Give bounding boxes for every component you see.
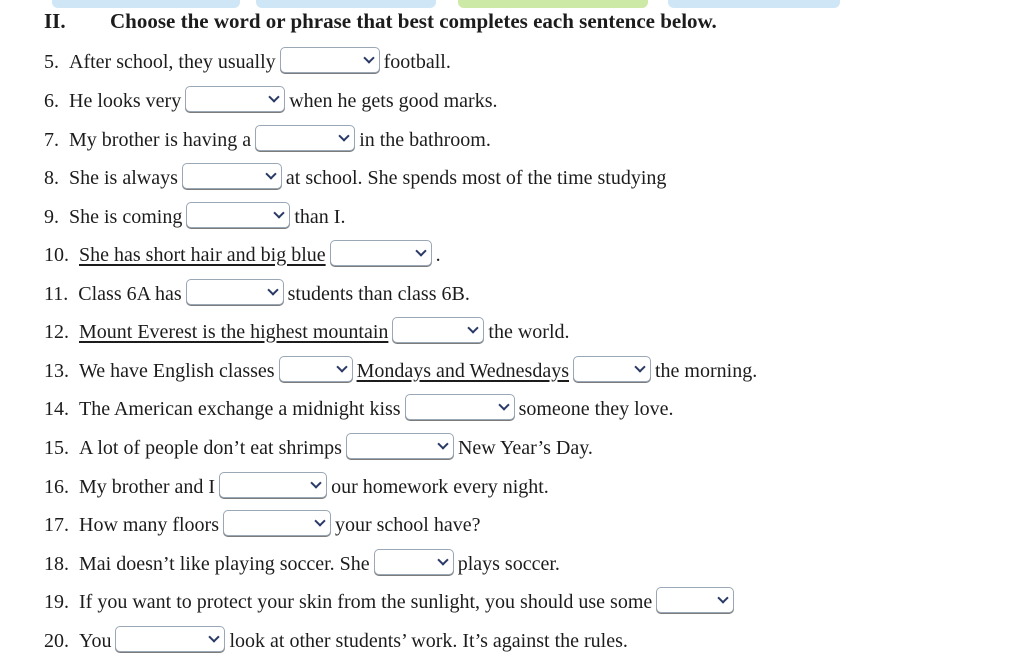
- question-text-before: How many floors: [79, 513, 219, 536]
- question-16: [44, 470, 549, 504]
- question-13: [44, 354, 757, 388]
- chevron-down-icon: [310, 477, 321, 488]
- question-8: [44, 161, 666, 195]
- question-20: [44, 624, 628, 658]
- answer-dropdown-19[interactable]: [656, 587, 734, 613]
- answer-dropdown-20[interactable]: [115, 626, 225, 652]
- answer-dropdown-13a[interactable]: [279, 356, 353, 382]
- question-text-after: plays soccer.: [457, 552, 560, 575]
- chevron-down-icon: [336, 361, 347, 372]
- answer-dropdown-14[interactable]: [405, 394, 515, 420]
- question-9: [44, 200, 345, 234]
- question-6: [44, 84, 498, 118]
- question-text-after: when he gets good marks.: [289, 89, 498, 112]
- chevron-down-icon: [209, 631, 220, 642]
- question-text-before: The American exchange a midnight kiss: [79, 397, 401, 420]
- answer-dropdown-12[interactable]: [392, 317, 484, 343]
- question-text-after: our homework every night.: [331, 475, 549, 498]
- question-17: [44, 508, 481, 542]
- answer-dropdown-6[interactable]: [185, 86, 285, 112]
- section-number: II.: [44, 9, 66, 33]
- question-text-middle: Mondays and Wednesdays: [356, 359, 569, 382]
- question-text-before: She is coming: [69, 205, 183, 228]
- tab-4[interactable]: [668, 0, 840, 8]
- question-number: 6.: [44, 89, 59, 112]
- question-text-after: football.: [383, 50, 451, 73]
- question-text-after: in the bathroom.: [359, 128, 491, 151]
- question-15: [44, 431, 593, 465]
- chevron-down-icon: [267, 284, 278, 295]
- question-text-before: If you want to protect your skin from the sunlight, you should use some: [79, 590, 653, 613]
- question-text-before: Class 6A has: [78, 282, 182, 305]
- chevron-down-icon: [274, 207, 285, 218]
- question-text-after: someone they love.: [518, 397, 674, 420]
- answer-dropdown-11[interactable]: [186, 279, 284, 305]
- chevron-down-icon: [468, 322, 479, 333]
- chevron-down-icon: [339, 130, 350, 141]
- question-text-after: look at other students’ work. It’s against the rules.: [229, 629, 628, 652]
- tab-3[interactable]: [458, 0, 648, 8]
- question-14: [44, 392, 674, 426]
- answer-dropdown-7[interactable]: [255, 125, 355, 151]
- top-tabs: [0, 0, 1024, 8]
- question-text-before: We have English classes: [79, 359, 275, 382]
- tab-2[interactable]: [256, 0, 436, 8]
- question-number: 12.: [44, 320, 69, 343]
- question-text-after: students than class 6B.: [287, 282, 470, 305]
- answer-dropdown-18[interactable]: [374, 549, 454, 575]
- question-5: [44, 45, 451, 79]
- answer-dropdown-13b[interactable]: [573, 356, 651, 382]
- answer-dropdown-8[interactable]: [182, 163, 282, 189]
- section-heading: [44, 9, 717, 34]
- chevron-down-icon: [363, 52, 374, 63]
- question-12: [44, 315, 570, 349]
- question-text-before: He looks very: [69, 89, 182, 112]
- question-text-after: at school. She spends most of the time studying: [285, 166, 667, 189]
- answer-dropdown-17[interactable]: [223, 510, 331, 536]
- question-text-before: She is always: [69, 166, 178, 189]
- question-number: 5.: [44, 50, 59, 73]
- chevron-down-icon: [415, 245, 426, 256]
- question-text-after: the morning.: [655, 359, 758, 382]
- chevron-down-icon: [498, 399, 509, 410]
- question-text-after: than I.: [294, 205, 346, 228]
- question-number: 9.: [44, 205, 59, 228]
- answer-dropdown-15[interactable]: [346, 433, 454, 459]
- question-number: 15.: [44, 436, 69, 459]
- question-number: 7.: [44, 128, 59, 151]
- question-text-after: the world.: [488, 320, 570, 343]
- question-number: 20.: [44, 629, 69, 652]
- section-title: Choose the word or phrase that best completes each sentence below.: [110, 9, 717, 33]
- question-19: [44, 585, 738, 619]
- chevron-down-icon: [314, 515, 325, 526]
- question-number: 16.: [44, 475, 69, 498]
- question-text-after: New Year’s Day.: [457, 436, 593, 459]
- question-number: 10.: [44, 243, 69, 266]
- answer-dropdown-10[interactable]: [330, 240, 432, 266]
- question-text-before: She has short hair and big blue: [79, 243, 326, 266]
- question-number: 18.: [44, 552, 69, 575]
- question-18: [44, 547, 560, 581]
- question-number: 19.: [44, 590, 69, 613]
- tab-1[interactable]: [52, 0, 240, 8]
- question-number: 17.: [44, 513, 69, 536]
- question-7: [44, 123, 491, 157]
- question-11: [44, 277, 470, 311]
- question-text-before: After school, they usually: [69, 50, 276, 73]
- chevron-down-icon: [718, 592, 729, 603]
- chevron-down-icon: [634, 361, 645, 372]
- question-number: 13.: [44, 359, 69, 382]
- question-text-before: My brother and I: [79, 475, 216, 498]
- answer-dropdown-5[interactable]: [280, 47, 380, 73]
- question-text-before: My brother is having a: [69, 128, 252, 151]
- question-text-after: your school have?: [334, 513, 481, 536]
- question-number: 11.: [44, 282, 69, 305]
- chevron-down-icon: [265, 168, 276, 179]
- question-number: 14.: [44, 397, 69, 420]
- chevron-down-icon: [437, 554, 448, 565]
- question-10: [44, 238, 441, 272]
- answer-dropdown-16[interactable]: [219, 472, 327, 498]
- question-text-after: .: [435, 243, 441, 266]
- question-number: 8.: [44, 166, 59, 189]
- answer-dropdown-9[interactable]: [186, 202, 290, 228]
- question-text-before: You: [79, 629, 112, 652]
- chevron-down-icon: [269, 91, 280, 102]
- question-text-before: A lot of people don’t eat shrimps: [79, 436, 342, 459]
- chevron-down-icon: [437, 438, 448, 449]
- question-text-before: Mount Everest is the highest mountain: [79, 320, 389, 343]
- question-text-before: Mai doesn’t like playing soccer. She: [79, 552, 370, 575]
